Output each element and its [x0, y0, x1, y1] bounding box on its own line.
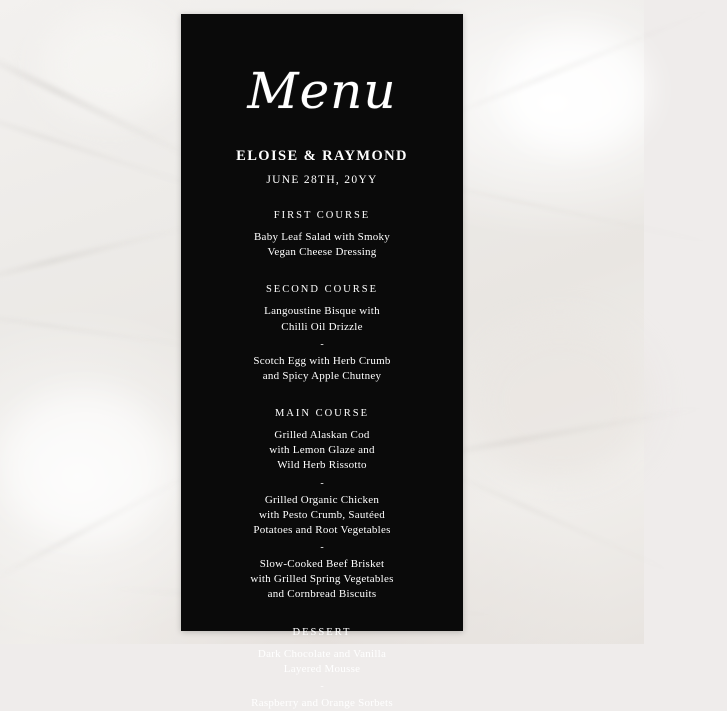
dish-item: Slow-Cooked Beef Brisket with Grilled Spring Vegetables and Cornbread Biscuits: [250, 558, 394, 601]
course-list: [207, 210, 437, 711]
dish-separator: -: [320, 680, 324, 692]
course-title: FIRST COURSE: [273, 210, 371, 221]
dish-separator: -: [320, 477, 324, 489]
dish-item: Langoustine Bisque with Chilli Oil Drizzle: [264, 305, 380, 333]
marble-vein: [440, 4, 720, 121]
dish-item: Dark Chocolate and Vanilla Layered Mousse: [257, 647, 387, 675]
dish-separator: -: [320, 542, 324, 554]
dish-item: Grilled Alaskan Cod with Lemon Glaze and Wild Herb Rissotto: [269, 429, 375, 472]
marble-vein: [0, 222, 197, 283]
marble-highlight: [500, 30, 650, 150]
dish-item: Scotch Egg with Herb Crumb and Spicy Apple Chutney: [253, 354, 391, 382]
course-title: DESSERT: [292, 626, 352, 638]
marble-highlight: [0, 390, 170, 540]
marble-shadow: [470, 320, 650, 480]
event-date: JUNE 28TH, 20YY: [266, 174, 378, 186]
course-title: MAIN COURSE: [274, 408, 370, 420]
marble-vein: [0, 464, 207, 581]
marble-vein: [440, 467, 679, 576]
menu-card: [181, 14, 463, 709]
menu-heading: Menu: [247, 62, 397, 120]
course-title: SECOND COURSE: [265, 284, 379, 296]
dish-item: Grilled Organic Chicken with Pesto Crumb, Sautéed Potatoes and Root Vegetables: [253, 493, 391, 536]
dish-item: Baby Leaf Salad with Smoky Vegan Cheese Dressing: [253, 231, 391, 259]
marble-highlight: [40, 10, 180, 120]
couple-names: ELOISE & RAYMOND: [236, 148, 408, 164]
marble-vein: [0, 47, 208, 167]
dish-item: Raspberry and Orange Sorbets: [251, 696, 393, 709]
dish-separator: -: [320, 338, 324, 350]
